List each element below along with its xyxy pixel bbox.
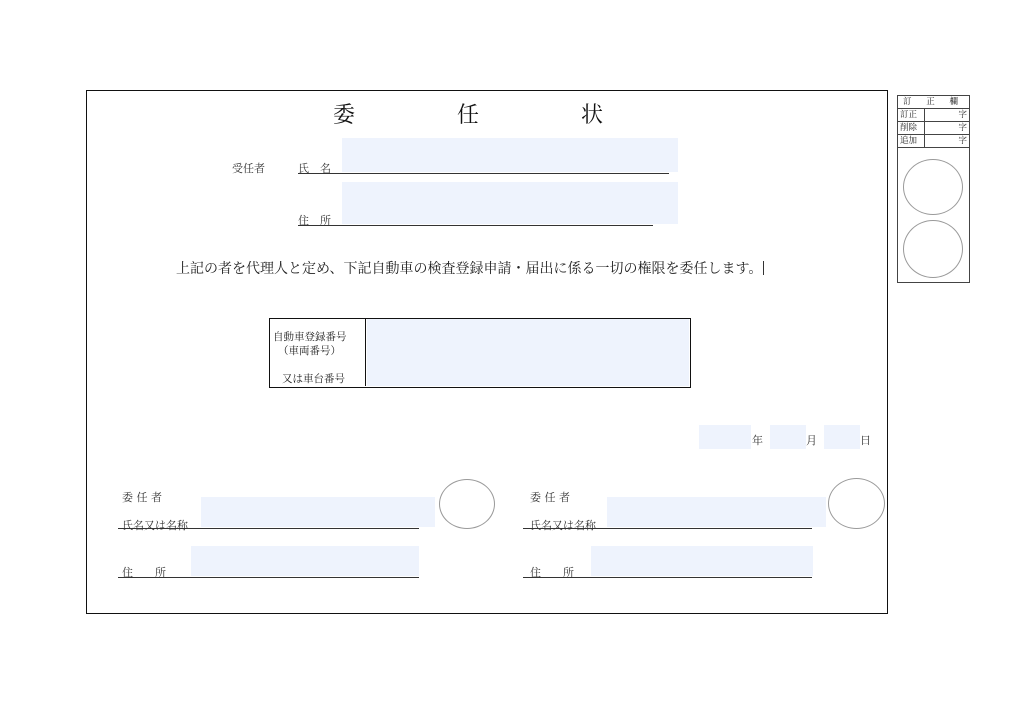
proxy-address-underline (298, 225, 653, 226)
registration-label-line2: （車両番号） (278, 345, 341, 357)
grantor-1-address-field[interactable] (191, 546, 419, 576)
deletion-row (898, 122, 969, 135)
grantor-1-seal-circle (439, 479, 495, 529)
day-field[interactable] (824, 425, 860, 449)
grantor-2-address-field[interactable] (591, 546, 813, 576)
grantor-2-address-label: 住 所 (530, 566, 574, 579)
month-field[interactable] (770, 425, 806, 449)
grantor-2-name-label: 氏名又は名称 (530, 519, 596, 532)
grantor-1-name-label: 氏名又は名称 (122, 519, 188, 532)
delegation-statement (176, 258, 764, 278)
registration-label-cell (270, 319, 366, 386)
grantor-2-name-field[interactable] (607, 497, 826, 527)
grantor-1-address-label: 住 所 (122, 566, 166, 579)
day-label: 日 (860, 434, 871, 447)
proxy-label: 受任者 (232, 162, 265, 175)
proxy-address-label: 住 所 (298, 214, 331, 227)
correction-row (898, 109, 969, 122)
grantor-1-label: 委 任 者 (122, 491, 162, 504)
year-field[interactable] (699, 425, 751, 449)
addition-row-unit: 字 (958, 136, 967, 146)
correction-header: 訂 正 欄 (898, 96, 969, 109)
proxy-name-underline (298, 173, 669, 174)
grantor-2-name-underline (523, 528, 812, 529)
year-label: 年 (752, 434, 763, 447)
grantor-2-seal-circle (828, 478, 885, 529)
proxy-name-label: 氏 名 (298, 162, 331, 175)
grantor-1-name-field[interactable] (201, 497, 435, 527)
deletion-row-label: 削除 (898, 122, 925, 134)
grantor-1-name-underline (118, 528, 419, 529)
registration-label-line1: 自動車登録番号 (273, 331, 347, 343)
grantor-1-address-underline (118, 577, 419, 578)
registration-table (269, 318, 691, 388)
registration-number-field[interactable] (367, 319, 689, 386)
addition-row-label: 追加 (898, 135, 925, 147)
correction-seal-circle-1 (903, 159, 963, 215)
delegation-statement-text: 上記の者を代理人と定め、下記自動車の検査登録申請・届出に係る一切の権限を委任します。 (176, 261, 763, 277)
grantor-2-address-underline (523, 577, 812, 578)
correction-row-unit: 字 (958, 110, 967, 120)
proxy-address-field[interactable] (342, 182, 678, 224)
text-cursor (763, 261, 764, 275)
document-title: 委 任 状 (332, 103, 643, 128)
proxy-name-field[interactable] (342, 138, 678, 172)
correction-row-label: 訂正 (898, 109, 925, 121)
deletion-row-unit: 字 (958, 123, 967, 133)
registration-label-line3: 又は車台番号 (282, 373, 345, 385)
month-label: 月 (806, 434, 817, 447)
grantor-2-label: 委 任 者 (530, 491, 570, 504)
correction-box (897, 95, 970, 283)
correction-seal-circle-2 (903, 220, 963, 278)
addition-row (898, 135, 969, 148)
